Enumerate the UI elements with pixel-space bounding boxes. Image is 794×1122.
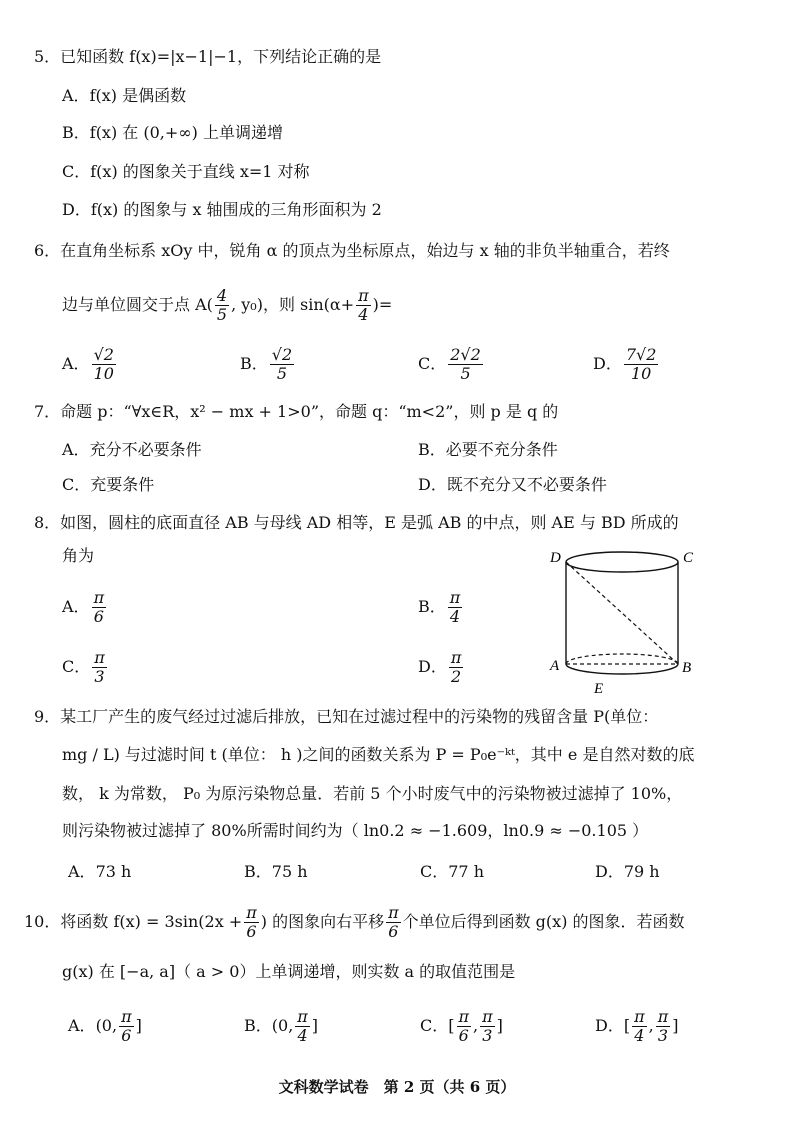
segment-bd-dashed [566, 562, 678, 664]
option-frac: $\frac{√2}{10}$ [93, 345, 114, 383]
option-mid: , [648, 1016, 654, 1035]
option-label: C． [418, 354, 447, 373]
option-text: f(x) 在 (0,+∞) 上单调递增 [89, 123, 283, 142]
option-post: ] [672, 1016, 679, 1035]
option-label: A． [62, 440, 90, 459]
q6-option-c[interactable] [418, 344, 485, 384]
option-label: B． [244, 862, 272, 881]
q7-option-d[interactable] [418, 474, 607, 496]
q8-stem-line2: 角为 [62, 546, 95, 565]
q10-stem-line1 [24, 902, 685, 942]
q6-text-c: )= [372, 295, 393, 314]
q10-option-d[interactable] [595, 1006, 678, 1046]
option-label: A． [62, 86, 90, 105]
q6-option-d[interactable] [593, 344, 660, 384]
q8-stem-line1: 8．如图，圆柱的底面直径 AB 与母线 AD 相等，E 是弧 AB 的中点，则 AE 与 BD 所成的 [34, 513, 679, 532]
option-text: 75 h [271, 862, 308, 881]
q10-text-c: 个单位后得到函数 g(x) 的图象．若函数 [402, 912, 685, 931]
q9-option-b[interactable] [244, 861, 308, 883]
option-post: ] [496, 1016, 503, 1035]
q10-frac-shift: $\frac{\pi}{6}$ [388, 903, 399, 941]
option-label: D． [418, 475, 447, 494]
option-label: B． [418, 597, 446, 616]
option-frac: $\frac{\pi}{3}$ [94, 648, 105, 686]
q9-stem-line1: 9．某工厂产生的废气经过过滤后排放，已知在过滤过程中的污染物的残留含量 P(单位： [34, 707, 659, 726]
q6-stem-line1: 6．在直角坐标系 xOy 中，锐角 α 的顶点为坐标原点，始边与 x 轴的非负半轴重合，若终 [34, 241, 670, 260]
option-mid: , [473, 1016, 479, 1035]
option-frac: $\frac{\pi}{6}$ [121, 1007, 132, 1045]
option-label: A． [62, 597, 90, 616]
q9-stem-line4: 则污染物被过滤掉了 80%所需时间约为（ ln0.2 ≈ −1.609，ln0.9 ≈ −0.105 ） [62, 821, 649, 840]
option-text: 79 h [623, 862, 660, 881]
option-text: f(x) 的图象关于直线 x=1 对称 [90, 162, 310, 181]
option-post: ] [135, 1016, 142, 1035]
option-label: C． [420, 862, 449, 881]
option-label: A． [68, 862, 96, 881]
option-text: 必要不充分条件 [445, 440, 558, 459]
option-post: ] [311, 1016, 319, 1035]
option-frac: $\frac{7√2}{10}$ [625, 345, 657, 383]
option-frac: $\frac{\pi}{4}$ [449, 588, 461, 626]
q10-stem-line2: g(x) 在 [−a, a]（ a > 0）上单调递增，则实数 a 的取值范围是 [62, 962, 516, 981]
option-label: D． [595, 1016, 624, 1035]
option-text: f(x) 的图象与 x 轴围成的三角形面积为 2 [90, 200, 382, 219]
option-label: D． [62, 200, 91, 219]
option-text: f(x) 是偶函数 [89, 86, 187, 105]
cylinder-bottom-front-arc [566, 664, 678, 674]
q9-stem-line3: 数， k 为常数， P₀ 为原污染物总量．若前 5 个小时废气中的污染物被过滤掉了 10%， [62, 784, 683, 803]
option-text: 充要条件 [90, 475, 155, 494]
option-label: B． [418, 440, 446, 459]
q7-option-b[interactable] [418, 439, 558, 461]
option-frac: $\frac{\pi}{4}$ [297, 1007, 308, 1045]
option-label: C． [62, 657, 91, 676]
q6-stem-line2 [62, 285, 392, 325]
q7-stem: 7．命题 p：“∀x∈R，x² − mx + 1>0”，命题 q：“m<2”，则 p 是 q 的 [34, 402, 559, 421]
option-label: A． [62, 354, 90, 373]
q5-option-d[interactable] [62, 199, 382, 221]
q10-option-b[interactable] [244, 1006, 318, 1046]
q6-text-a: 边与单位圆交于点 A( [62, 295, 213, 314]
option-frac-2: $\frac{\pi}{3}$ [482, 1007, 493, 1045]
q6-frac-point: $\frac{4}{5}$ [216, 286, 228, 324]
option-label: C． [62, 475, 91, 494]
option-label: A． [68, 1016, 96, 1035]
option-label: D． [418, 657, 447, 676]
page-footer: 文科数学试卷 第 2 页（共 6 页） [278, 1078, 516, 1096]
option-frac-2: $\frac{\pi}{3}$ [657, 1007, 669, 1045]
option-text: 充分不必要条件 [89, 440, 202, 459]
option-frac: $\frac{\pi}{4}$ [634, 1007, 645, 1045]
option-text: 77 h [448, 862, 484, 881]
option-label: B． [240, 354, 268, 373]
option-text: 73 h [95, 862, 132, 881]
q6-option-a[interactable] [62, 344, 118, 384]
cylinder-top-ellipse [566, 552, 678, 572]
label-b: B [682, 660, 692, 676]
option-pre: (0, [95, 1016, 118, 1035]
cylinder-bottom-back-arc [566, 654, 678, 664]
q5-stem: 5．已知函数 f(x)=|x−1|−1，下列结论正确的是 [34, 47, 382, 66]
cylinder-figure [540, 544, 700, 696]
q8-option-c[interactable] [62, 647, 109, 687]
q10-text-b: ) 的图象向右平移 [260, 912, 385, 931]
q10-frac-phase: $\frac{\pi}{6}$ [246, 903, 257, 941]
option-pre: [ [448, 1016, 455, 1035]
q5-option-a[interactable] [62, 85, 186, 107]
option-label: B． [244, 1016, 272, 1035]
option-frac: $\frac{√2}{5}$ [271, 345, 293, 383]
q10-option-c[interactable] [420, 1006, 503, 1046]
option-label: B． [62, 123, 90, 142]
option-frac: $\frac{\pi}{6}$ [93, 588, 105, 626]
q9-stem-line2: mg / L) 与过滤时间 t (单位： h )之间的函数关系为 P = P₀e⁻ᵏᵗ，其中 e 是自然对数的底 [62, 745, 695, 764]
option-frac: $\frac{\pi}{2}$ [450, 648, 462, 686]
option-label: D． [593, 354, 622, 373]
q6-frac-angle: $\frac{\pi}{4}$ [358, 286, 369, 324]
label-e: E [594, 681, 604, 696]
option-text: 既不充分又不必要条件 [446, 475, 607, 494]
label-c: C [683, 550, 694, 566]
option-frac: $\frac{\pi}{6}$ [458, 1007, 470, 1045]
q10-option-a[interactable] [68, 1006, 142, 1046]
q5-option-c[interactable] [62, 161, 310, 183]
label-d: D [550, 550, 561, 566]
option-pre: [ [623, 1016, 631, 1035]
q8-option-d[interactable] [418, 647, 465, 687]
q5-option-b[interactable] [62, 122, 283, 144]
q10-text-a: 10．将函数 f(x) = 3sin(2x + [24, 912, 243, 931]
q9-option-a[interactable] [68, 861, 131, 883]
option-label: C． [420, 1016, 449, 1035]
label-a: A [550, 658, 560, 674]
q6-text-b: , y₀)，则 sin(α+ [231, 295, 355, 314]
q8-option-a[interactable] [62, 587, 108, 627]
option-pre: (0, [271, 1016, 294, 1035]
q7-option-a[interactable] [62, 439, 202, 461]
option-label: D． [595, 862, 624, 881]
q9-option-d[interactable] [595, 861, 660, 883]
q7-option-c[interactable] [62, 474, 154, 496]
q8-option-b[interactable] [418, 587, 464, 627]
q6-option-b[interactable] [240, 344, 296, 384]
q9-option-c[interactable] [420, 861, 484, 883]
option-label: C． [62, 162, 91, 181]
option-frac: $\frac{2√2}{5}$ [450, 345, 481, 383]
